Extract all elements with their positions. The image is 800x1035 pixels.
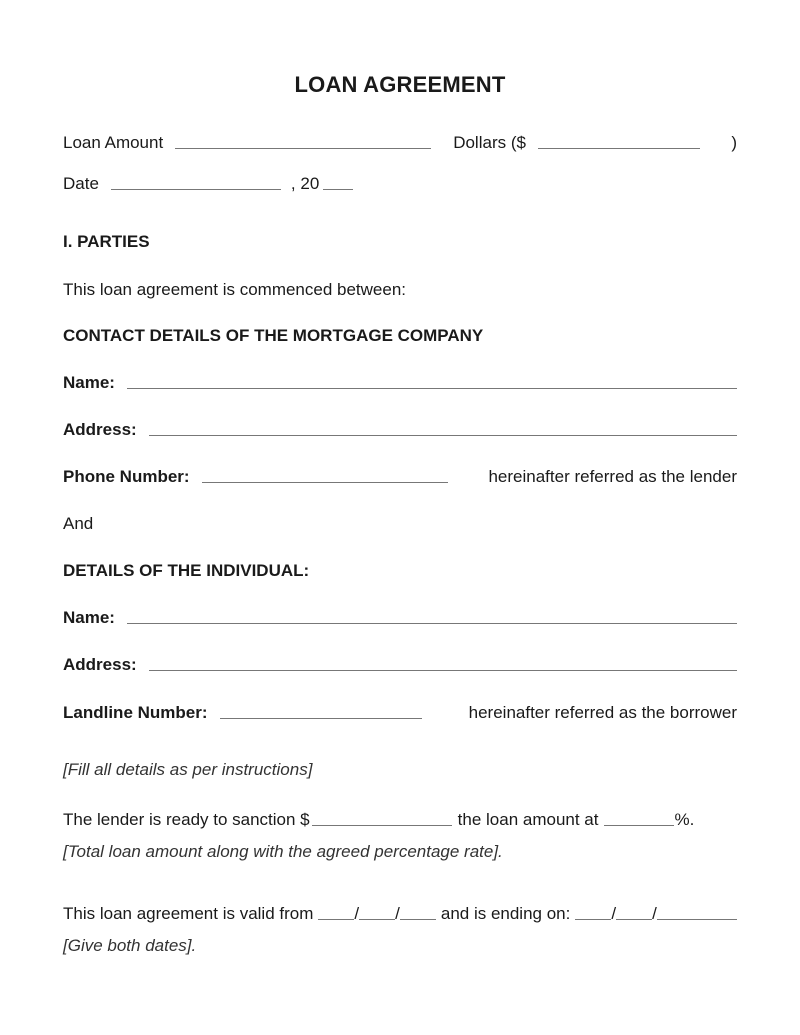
dates-note: [Give both dates]. <box>63 936 197 955</box>
validity-row <box>63 904 737 924</box>
individual-name-row <box>63 608 737 628</box>
end-slash-2: / <box>652 904 657 923</box>
parties-heading: I. PARTIES <box>63 232 150 251</box>
company-name-row <box>63 373 737 393</box>
document-title: LOAN AGREEMENT <box>294 72 506 97</box>
company-name-label: Name: <box>63 373 115 392</box>
company-address-field[interactable] <box>149 435 737 436</box>
individual-landline-label: Landline Number: <box>63 703 208 722</box>
individual-address-label: Address: <box>63 655 137 674</box>
company-address-label: Address: <box>63 420 137 439</box>
parties-intro: This loan agreement is commenced between: <box>63 280 407 299</box>
ending-text: and is ending on: <box>440 904 571 923</box>
end-day-field[interactable] <box>575 919 611 920</box>
year-field[interactable] <box>323 189 353 190</box>
borrower-note: hereinafter referred as the borrower <box>468 703 737 722</box>
dollars-close: ) <box>731 133 737 152</box>
individual-name-label: Name: <box>63 608 115 627</box>
lender-note: hereinafter referred as the lender <box>488 467 737 486</box>
end-year-field[interactable] <box>657 919 737 920</box>
start-year-field[interactable] <box>400 919 436 920</box>
rate-field[interactable] <box>604 825 674 826</box>
end-slash-1: / <box>611 904 617 923</box>
company-heading: CONTACT DETAILS OF THE MORTGAGE COMPANY <box>63 326 484 345</box>
date-label: Date <box>63 174 99 193</box>
start-slash-1: / <box>354 904 360 923</box>
dollars-label: Dollars ($ <box>453 133 526 152</box>
company-phone-row <box>63 467 737 487</box>
company-phone-field[interactable] <box>202 482 448 483</box>
percent-sign: %. <box>674 810 695 829</box>
total-note: [Total loan amount along with the agreed percentage rate]. <box>63 842 503 861</box>
year-prefix: , 20 <box>290 174 320 193</box>
date-field[interactable] <box>111 189 281 190</box>
company-address-row <box>63 420 737 440</box>
end-month-field[interactable] <box>616 919 652 920</box>
sanction-row <box>63 810 737 830</box>
fill-note: [Fill all details as per instructions] <box>63 760 313 779</box>
company-name-field[interactable] <box>127 388 737 389</box>
start-day-field[interactable] <box>318 919 354 920</box>
and-text: And <box>63 514 94 533</box>
loan-amount-label: Loan Amount <box>63 133 164 152</box>
valid-text: This loan agreement is valid from <box>63 904 314 923</box>
individual-address-row <box>63 655 737 675</box>
loan-amount-field[interactable] <box>175 148 431 149</box>
sanction-amount-field[interactable] <box>312 825 452 826</box>
individual-heading: DETAILS OF THE INDIVIDUAL: <box>63 561 310 580</box>
individual-address-field[interactable] <box>149 670 737 671</box>
individual-name-field[interactable] <box>127 623 737 624</box>
loan-amount-row <box>63 133 737 153</box>
individual-landline-field[interactable] <box>220 718 422 719</box>
start-month-field[interactable] <box>359 919 395 920</box>
dollars-amount-field[interactable] <box>538 148 700 149</box>
start-slash-2: / <box>395 904 400 923</box>
sanction-text: The lender is ready to sanction $ <box>63 810 310 829</box>
date-row <box>63 174 737 194</box>
rate-text: the loan amount at <box>457 810 599 829</box>
individual-landline-row <box>63 703 737 723</box>
company-phone-label: Phone Number: <box>63 467 190 486</box>
